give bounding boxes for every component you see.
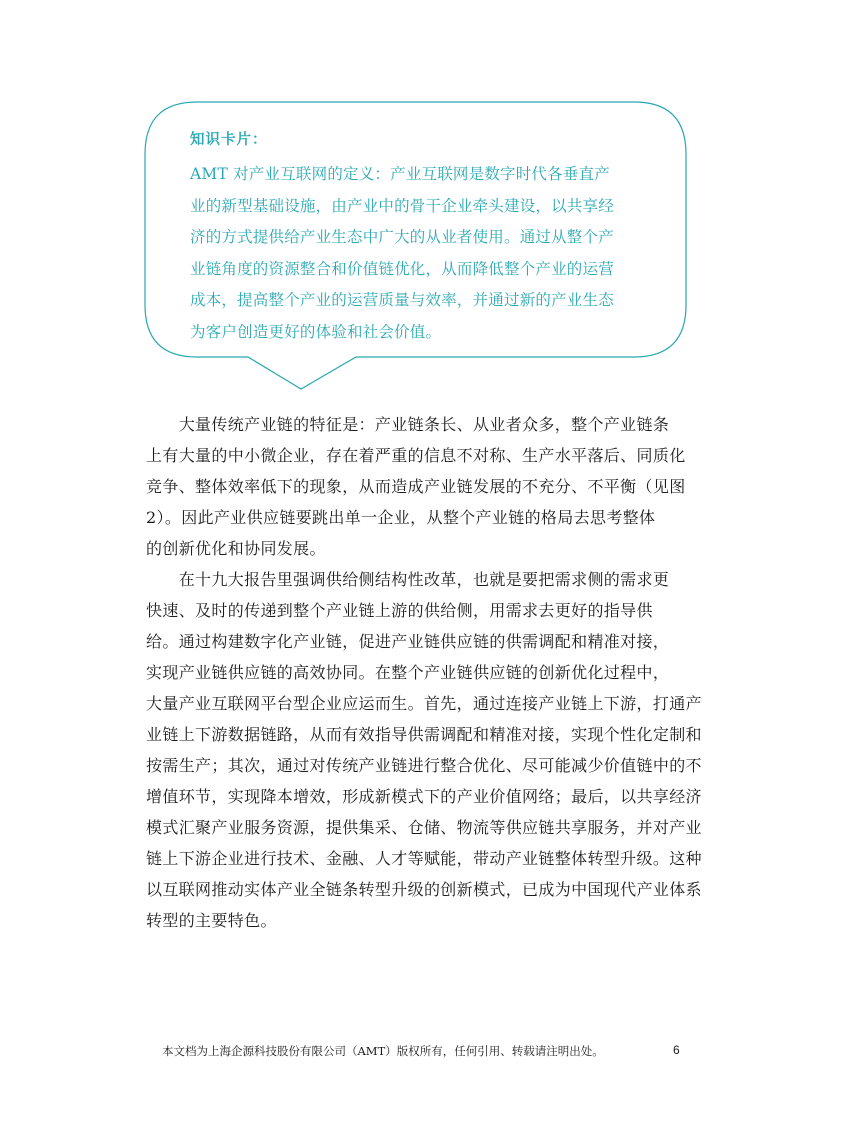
knowledge-card-line: 济的方式提供给产业生态中广大的从业者使用。通过从整个产 <box>190 228 614 246</box>
knowledge-card-content <box>190 128 660 348</box>
body-paragraphs <box>146 409 706 936</box>
knowledge-card-line: AMT 对产业互联网的定义：产业互联网是数字时代各垂直产 <box>190 165 610 183</box>
body-line: 在十九大报告里强调供给侧结构性改革，也就是要把需求侧的需求更 <box>146 570 670 589</box>
body-line: 上有大量的中小微企业，存在着严重的信息不对称、生产水平落后、同质化 <box>146 446 686 465</box>
body-line: 快速、及时的传递到整个产业链上游的供给侧，用需求去更好的指导供 <box>146 601 653 620</box>
copyright-footer: 本文档为上海企源科技股份有限公司（AMT）版权所有，任何引用、转载请注明出处。 <box>162 1044 604 1058</box>
knowledge-card-line: 业链角度的资源整合和价值链优化，从而降低整个产业的运营 <box>190 259 614 278</box>
page-number: 6 <box>673 1043 680 1057</box>
body-line: 大量产业互联网平台型企业应运而生。首先，通过连接产业链上下游，打通产 <box>146 694 702 713</box>
body-line: 按需生产；其次，通过对传统产业链进行整合优化、尽可能减少价值链中的不 <box>146 756 702 775</box>
body-line: 竞争、整体效率低下的现象，从而造成产业链发展的不充分、不平衡（见图 <box>146 477 686 496</box>
body-line: 业链上下游数据链路，从而有效指导供需调配和精准对接，实现个性化定制和 <box>146 725 702 744</box>
knowledge-card-title: 知识卡片： <box>190 132 268 148</box>
knowledge-card <box>0 0 842 400</box>
body-line: 转型的主要特色。 <box>146 911 277 930</box>
body-line: 链上下游企业进行技术、金融、人才等赋能，带动产业链整体转型升级。这种 <box>146 849 702 868</box>
body-line: 以互联网推动实体产业全链条转型升级的创新模式，已成为中国现代产业体系 <box>146 880 702 899</box>
knowledge-card-line: 成本，提高整个产业的运营质量与效率，并通过新的产业生态 <box>190 291 614 309</box>
body-line: 实现产业链供应链的高效协同。在整个产业链供应链的创新优化过程中， <box>146 663 670 682</box>
body-line: 增值环节，实现降本增效，形成新模式下的产业价值网络；最后，以共享经济 <box>146 787 702 806</box>
knowledge-card-line: 为客户创造更好的体验和社会价值。 <box>190 322 442 341</box>
knowledge-card-line: 业的新型基础设施，由产业中的骨干企业牵头建设，以共享经 <box>190 196 614 215</box>
body-line: 模式汇聚产业服务资源，提供集采、仓储、物流等供应链共享服务，并对产业 <box>146 818 702 837</box>
body-line: 的创新优化和协同发展。 <box>146 539 326 558</box>
body-line: 2）。因此产业供应链要跳出单一企业，从整个产业链的格局去思考整体 <box>146 508 656 527</box>
body-line: 大量传统产业链的特征是：产业链条长、从业者众多，整个产业链条 <box>146 415 670 434</box>
body-line: 给。通过构建数字化产业链，促进产业链供应链的供需调配和精准对接， <box>146 632 670 651</box>
